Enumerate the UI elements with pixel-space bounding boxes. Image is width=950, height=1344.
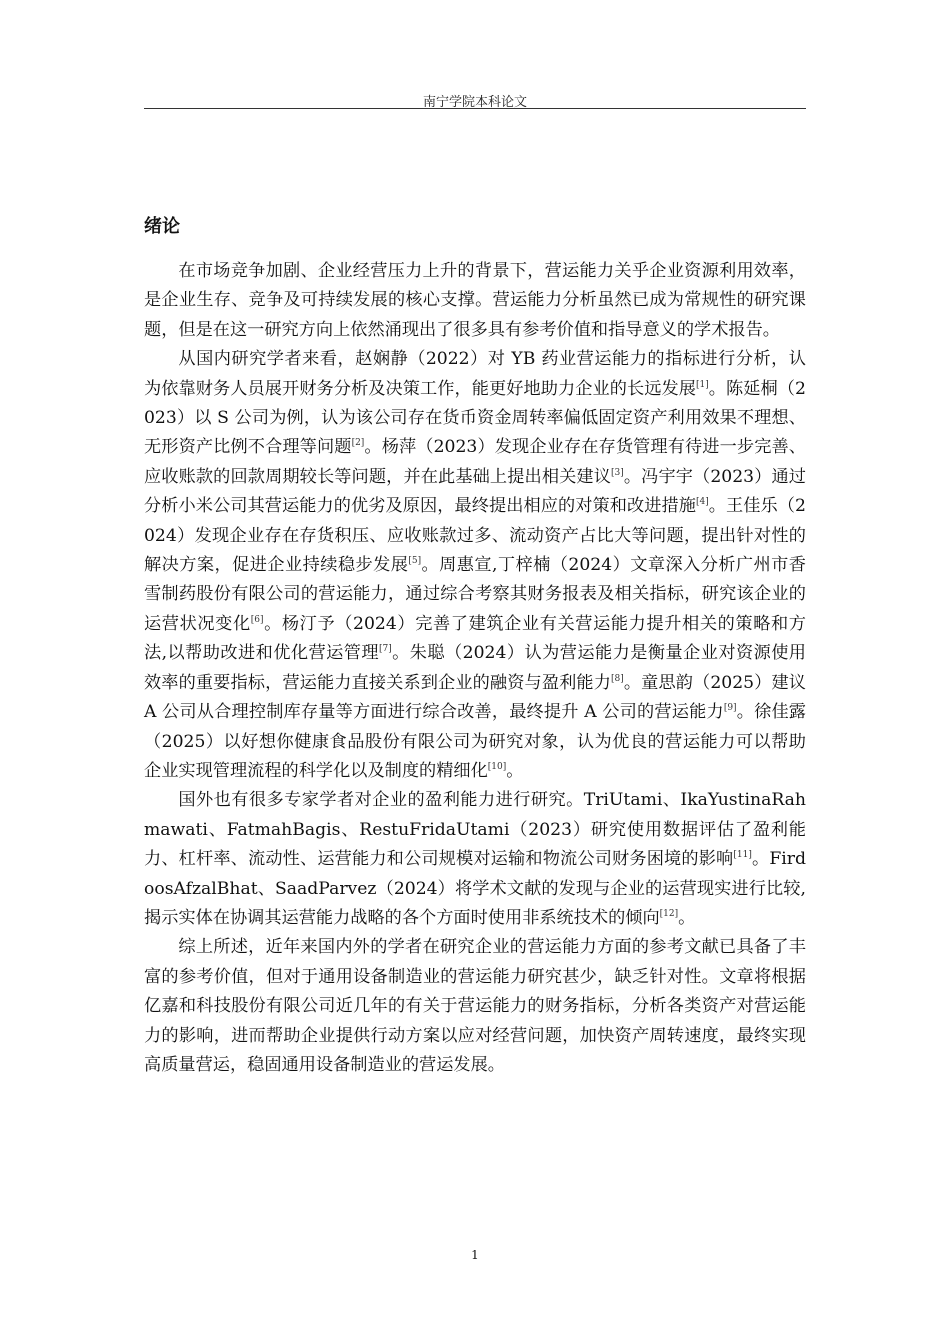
text-run: 。周惠宣,丁梓楠（2024）文章深入分析广州市香雪制药股份有限公司的营运能力，通过综合考察其财务报表及相关指标，研究该企业的运营状况变化 [144,555,806,634]
text-run: 从国内研究学者来看，赵娴静（2022）对 YB 药业营运能力的指标进行分析，认为依靠财务人员展开财务分析及决策工作，能更好地助力企业的长远发展 [144,349,806,399]
citation-marker: [10] [487,761,507,772]
text-run: 。杨汀予（2024）完善了建筑企业有关营运能力提升相关的策略和方法,以帮助改进和优化营运管理 [144,613,806,664]
text-run: 综上所述，近年来国内外的学者在研究企业的营运能力方面的参考文献已具备了丰富的参考价值，但对于通用设备制造业的营运能力研究甚少，缺乏针对性。文章将根据亿嘉和科技股份有限公司近几年的有关于营运能力的财务指标，分析各类资产对营运能力的影响，进而帮助企业提供行动方案以应对经营问题，加快资产周转速度，最终实现高质量营运，稳固通用设备制造业的营运发展。 [144,937,806,1075]
text-run: 。 [506,760,524,781]
citation-marker: [2] [351,438,365,449]
citation-marker: [8] [611,673,624,684]
text-run: 。FirdoosAfzalBhat、SaadParvez（2024）将学术文献的发现与企业的运营现实进行比较,揭示实体在协调其运营能力战略的各个方面时使用非系统技术的倾向 [144,849,806,928]
citation-marker: [12] [659,908,679,919]
paragraph-domestic-research [144,345,806,786]
text-run: 。冯宇宇（2023）通过分析小米公司其营运能力的优劣及原因，最终提出相应的对策和改进措施 [144,466,806,517]
citation-marker: [4] [696,497,709,508]
citation-marker: [6] [250,614,264,625]
text-run: 国外也有很多专家学者对企业的盈利能力进行研究。TriUtami、IkaYustinaRahmawati、FatmahBagis、RestuFridaUtami（2023）研究使用数据评估了盈利能力、杠杆率、流动性、运营能力和公司规模对运输和物流公司财务困境的影响 [144,790,806,870]
citation-marker: [7] [379,644,392,655]
citation-marker: [3] [611,467,624,478]
running-header: 南宁学院本科论文 [422,95,527,110]
page-number: 1 [471,1248,479,1262]
text-run: 。徐佳露（2025）以好想你健康食品股份有限公司为研究对象，认为优良的营运能力可以帮助企业实现管理流程的科学化以及制度的精细化 [144,702,806,781]
body-text [144,257,806,1080]
text-run: 。陈延桐（2023）以 S 公司为例，认为该公司存在货币资金周转率偏低固定资产利用效果不理想、无形资产比例不合理等问题 [144,378,806,458]
paragraph-intro [144,257,806,345]
citation-marker: [5] [408,555,422,566]
text-run: 。 [678,907,696,928]
header-rule [144,108,806,109]
citation-marker: [1] [696,379,709,390]
text-run: 。王佳乐（2024）发现企业存在存货积压、应收账款过多、流动资产占比大等问题，提出针对性的解决方案，促进企业持续稳步发展 [144,496,806,576]
text-run: 在市场竞争加剧、企业经营压力上升的背景下，营运能力关乎企业资源利用效率，是企业生存、竞争及可持续发展的核心支撑。营运能力分析虽然已成为常规性的研究课题，但是在这一研究方向上依然涌现出了很多具有参考价值和指导意义的学术报告。 [144,261,806,340]
text-run: 。童思韵（2025）建议 A 公司从合理控制库存量等方面进行综合改善，最终提升 A 公司的营运能力 [144,672,806,723]
text-run: 。朱聪（2024）认为营运能力是衡量企业对资源使用效率的重要指标，营运能力直接关系到企业的融资与盈利能力 [144,643,806,693]
paragraph-summary [144,933,806,1080]
paragraph-foreign-research [144,786,806,933]
section-heading: 绪论 [144,216,180,237]
citation-marker: [11] [733,849,752,860]
text-run: 。杨萍（2023）发现企业存在存货管理有待进一步完善、应收账款的回款周期较长等问题，并在此基础上提出相关建议 [144,437,806,487]
citation-marker: [9] [723,702,737,713]
